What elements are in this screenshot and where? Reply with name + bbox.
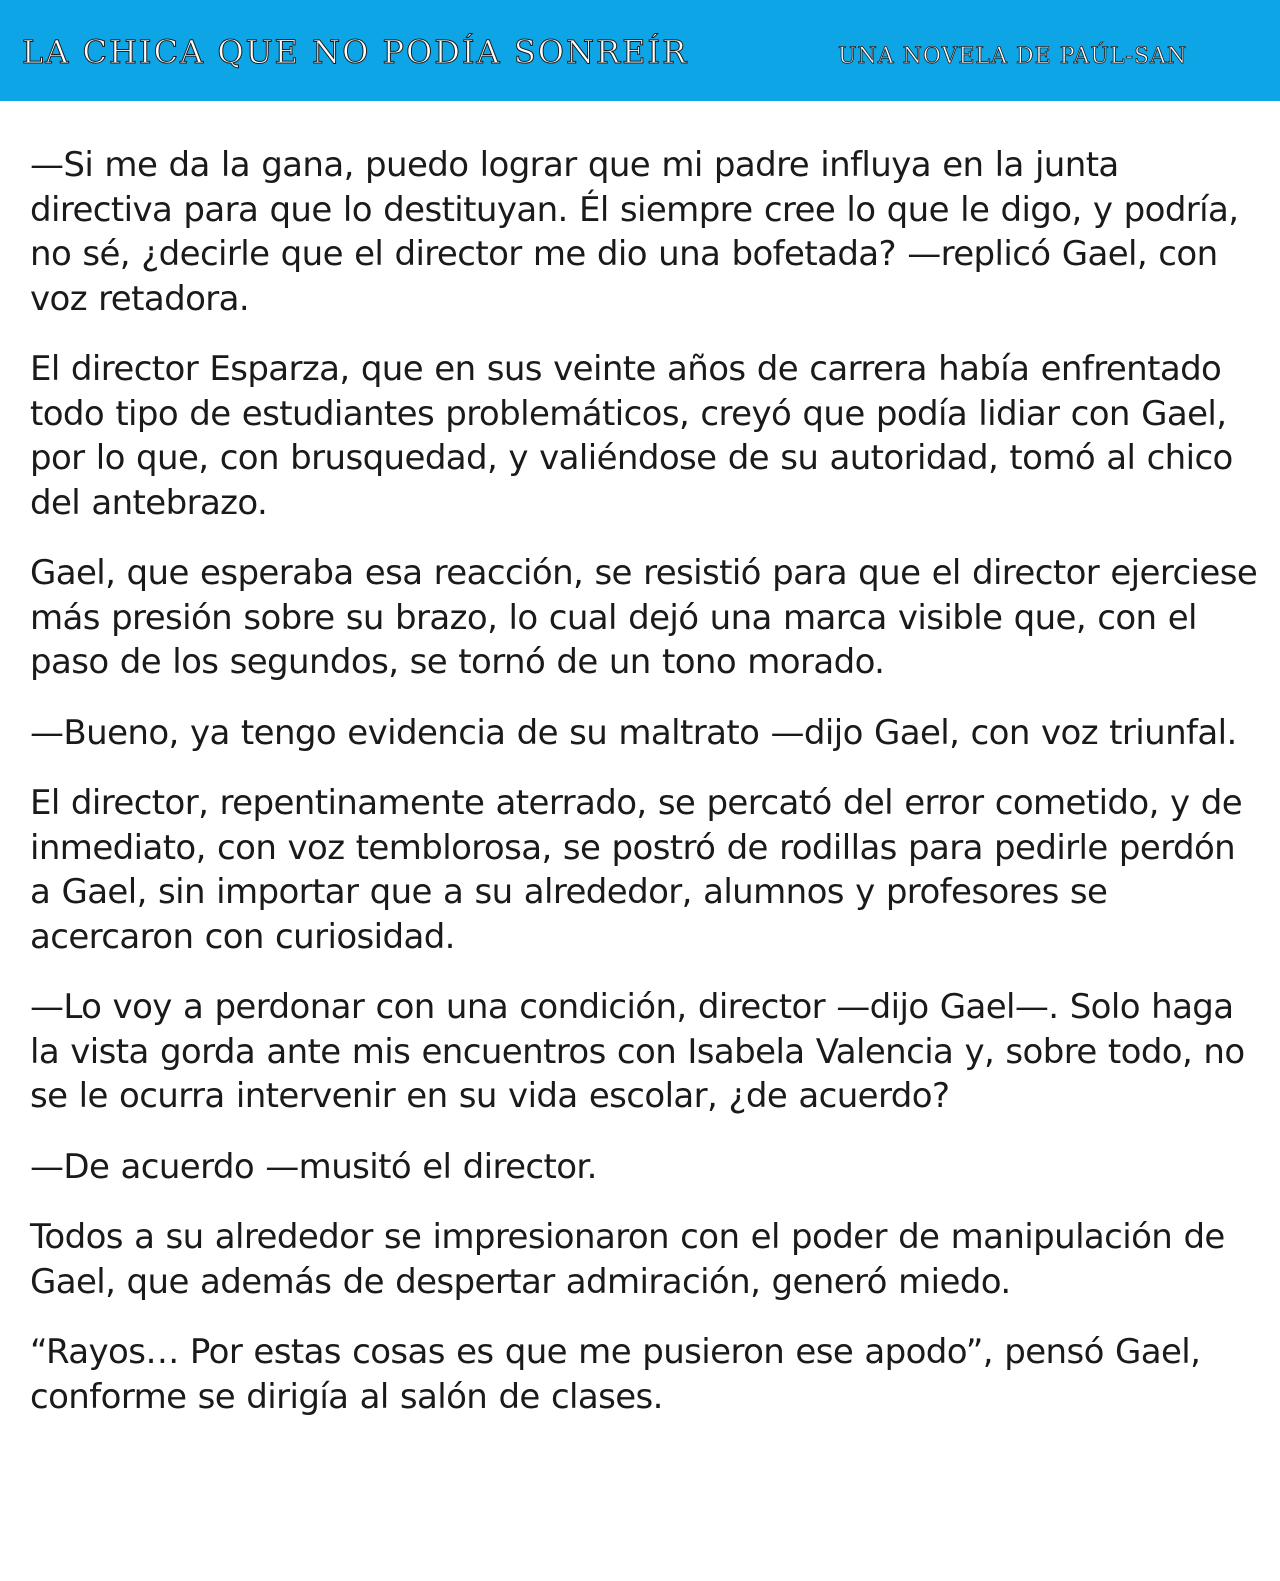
story-paragraph: —De acuerdo —musitó el director. [30,1146,597,1187]
author-byline: UNA NOVELA DE PAÚL-SAN [838,44,1188,69]
story-paragraph: —Si me da la gana, puedo lograr que mi padre influya en la junta directiva para que lo destituyan. Él siempre cree lo que le digo, y podría, no sé, ¿decirle que el director me dio una bofetada? —replicó Gael, con voz retadora. [30,145,1239,319]
story-paragraph: Gael, que esperaba esa reacción, se resistió para que el director ejerciese más presión sobre su brazo, lo cual dejó una marca visible que, con el paso de los segundos, se tornó de un tono morado. [30,553,1258,682]
story-paragraph: El director, repentinamente aterrado, se percató del error cometido, y de inmediato, con voz temblorosa, se postró de rodillas para pedirle perdón a Gael, sin importar que a su alrededor, alumnos y profesores se acercaron con curiosidad. [30,783,1243,957]
page-header [0,0,1280,101]
story-paragraph: —Lo voy a perdonar con una condición, director —dijo Gael—. Solo haga la vista gorda ante mis encuentros con Isabela Valencia y, sobre todo, no se le ocurra intervenir en su vida escolar, ¿de acuerdo? [30,987,1245,1116]
story-paragraph: —Bueno, ya tengo evidencia de su maltrato —dijo Gael, con voz triunfal. [30,712,1237,753]
story-paragraph: El director Esparza, que en sus veinte años de carrera había enfrentado todo tipo de estudiantes problemáticos, creyó que podía lidiar con Gael, por lo que, con brusquedad, y valiéndose de su autoridad, tomó al chico del antebrazo. [30,349,1233,523]
story-paragraph: “Rayos… Por estas cosas es que me pusieron ese apodo”, pensó Gael, conforme se dirigía al salón de clases. [30,1332,1201,1417]
book-title: LA CHICA QUE NO PODÍA SONREÍR [22,33,689,71]
story-text [30,143,1258,1445]
story-paragraph: Todos a su alrededor se impresionaron con el poder de manipulación de Gael, que además de despertar admiración, generó miedo. [30,1217,1225,1302]
